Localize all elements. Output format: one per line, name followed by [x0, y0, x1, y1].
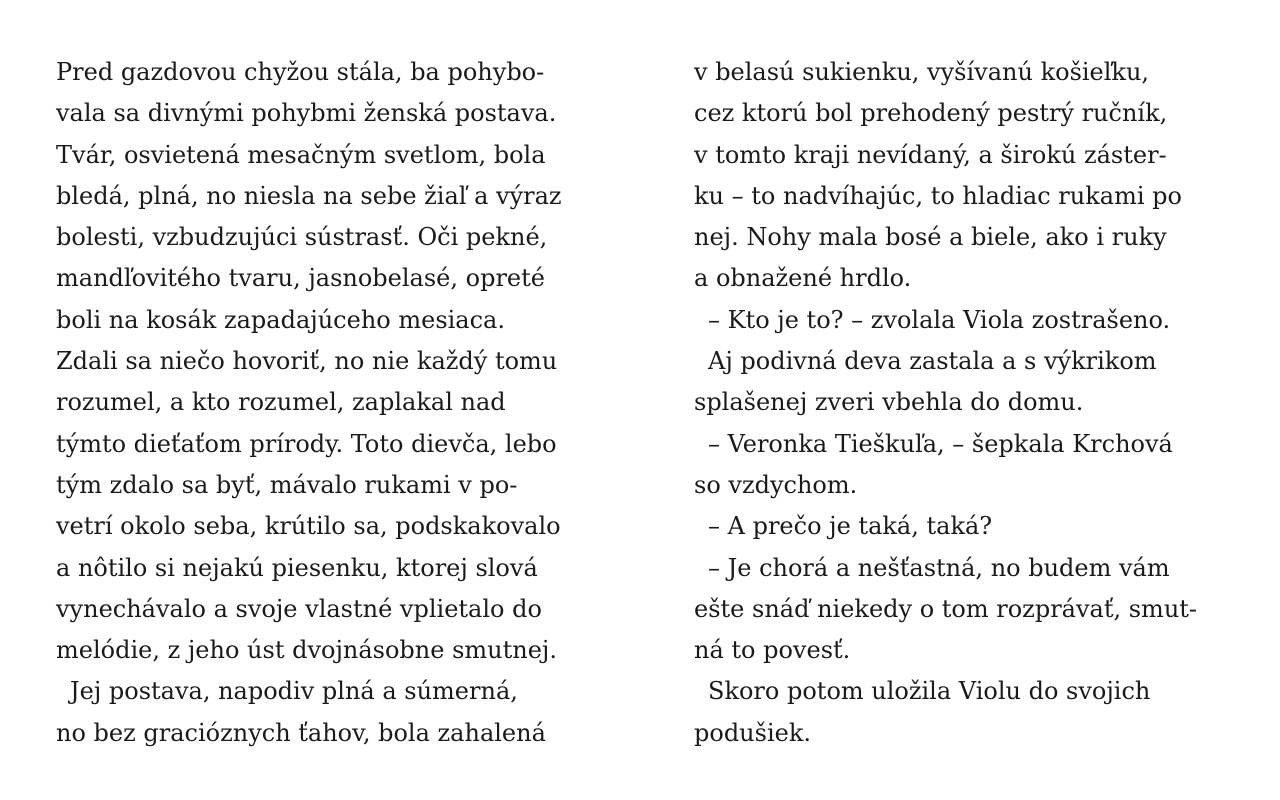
text-line: ku – to nadvíhajúc, to hladiac rukami po	[694, 181, 1182, 210]
text-line: so vzdychom.	[694, 470, 858, 499]
text-line: bolesti, vzbudzujúci sústrasť. Oči pekné,	[56, 223, 548, 252]
text-line: vetrí okolo seba, krútilo sa, podskakovalo	[56, 512, 561, 541]
text-line: mandľovitého tvaru, jasnobelasé, opreté	[56, 264, 545, 293]
text-line: ná to povesť.	[694, 636, 851, 665]
text-line: v tomto kraji nevídaný, a širokú záster-	[694, 140, 1167, 169]
text-line: splašenej zveri vbehla do domu.	[694, 388, 1084, 417]
text-line: melódie, z jeho úst dvojnásobne smutnej.	[56, 636, 557, 665]
text-line: a nôtilo si nejakú piesenku, ktorej slová	[56, 553, 538, 582]
text-line: vala sa divnými pohybmi ženská postava.	[56, 99, 557, 128]
text-line: boli na kosák zapadajúceho mesiaca.	[56, 305, 505, 334]
text-line: týmto dieťaťom prírody. Toto dievča, lebo	[56, 429, 557, 458]
dialogue-line: – Je chorá a nešťastná, no budem vám	[708, 553, 1170, 582]
text-line: v belasú sukienku, vyšívanú košieľku,	[694, 58, 1150, 86]
right-page	[694, 52, 1254, 754]
text-line: Tvár, osvietená mesačným svetlom, bola	[56, 140, 546, 169]
text-line: rozumel, a kto rozumel, zaplakal nad	[56, 388, 506, 417]
left-page	[56, 52, 616, 754]
dialogue-line: – A prečo je taká, taká?	[708, 512, 993, 541]
text-line: nej. Nohy mala bosé a biele, ako i ruky	[694, 223, 1167, 252]
text-line: Zdali sa niečo hovoriť, no nie každý tomu	[56, 347, 558, 376]
text-line: tým zdalo sa byť, mávalo rukami v po-	[56, 470, 518, 499]
paragraph-start-line: Aj podivná deva zastala a s výkrikom	[708, 347, 1157, 376]
text-line: podušiek.	[694, 718, 811, 747]
text-line: no bez gracióznych ťahov, bola zahalená	[56, 718, 546, 747]
dialogue-line: – Veronka Tieškuľa, – šepkala Krchová	[708, 429, 1173, 458]
paragraph-start-line: Skoro potom uložila Violu do svojich	[708, 677, 1151, 706]
dialogue-line: – Kto je to? – zvolala Viola zostrašeno.	[708, 305, 1171, 334]
text-line: cez ktorú bol prehodený pestrý ručník,	[694, 99, 1168, 128]
paragraph-start-line: Jej postava, napodiv plná a súmerná,	[70, 677, 518, 706]
text-line: ešte snáď niekedy o tom rozprávať, smut-	[694, 594, 1198, 623]
text-line: vynechávalo a svoje vlastné vplietalo do	[56, 594, 542, 623]
text-line: a obnažené hrdlo.	[694, 264, 912, 293]
text-line: bledá, plná, no niesla na sebe žiaľ a výraz	[56, 181, 562, 210]
text-line: Pred gazdovou chyžou stála, ba pohybo-	[56, 58, 545, 86]
